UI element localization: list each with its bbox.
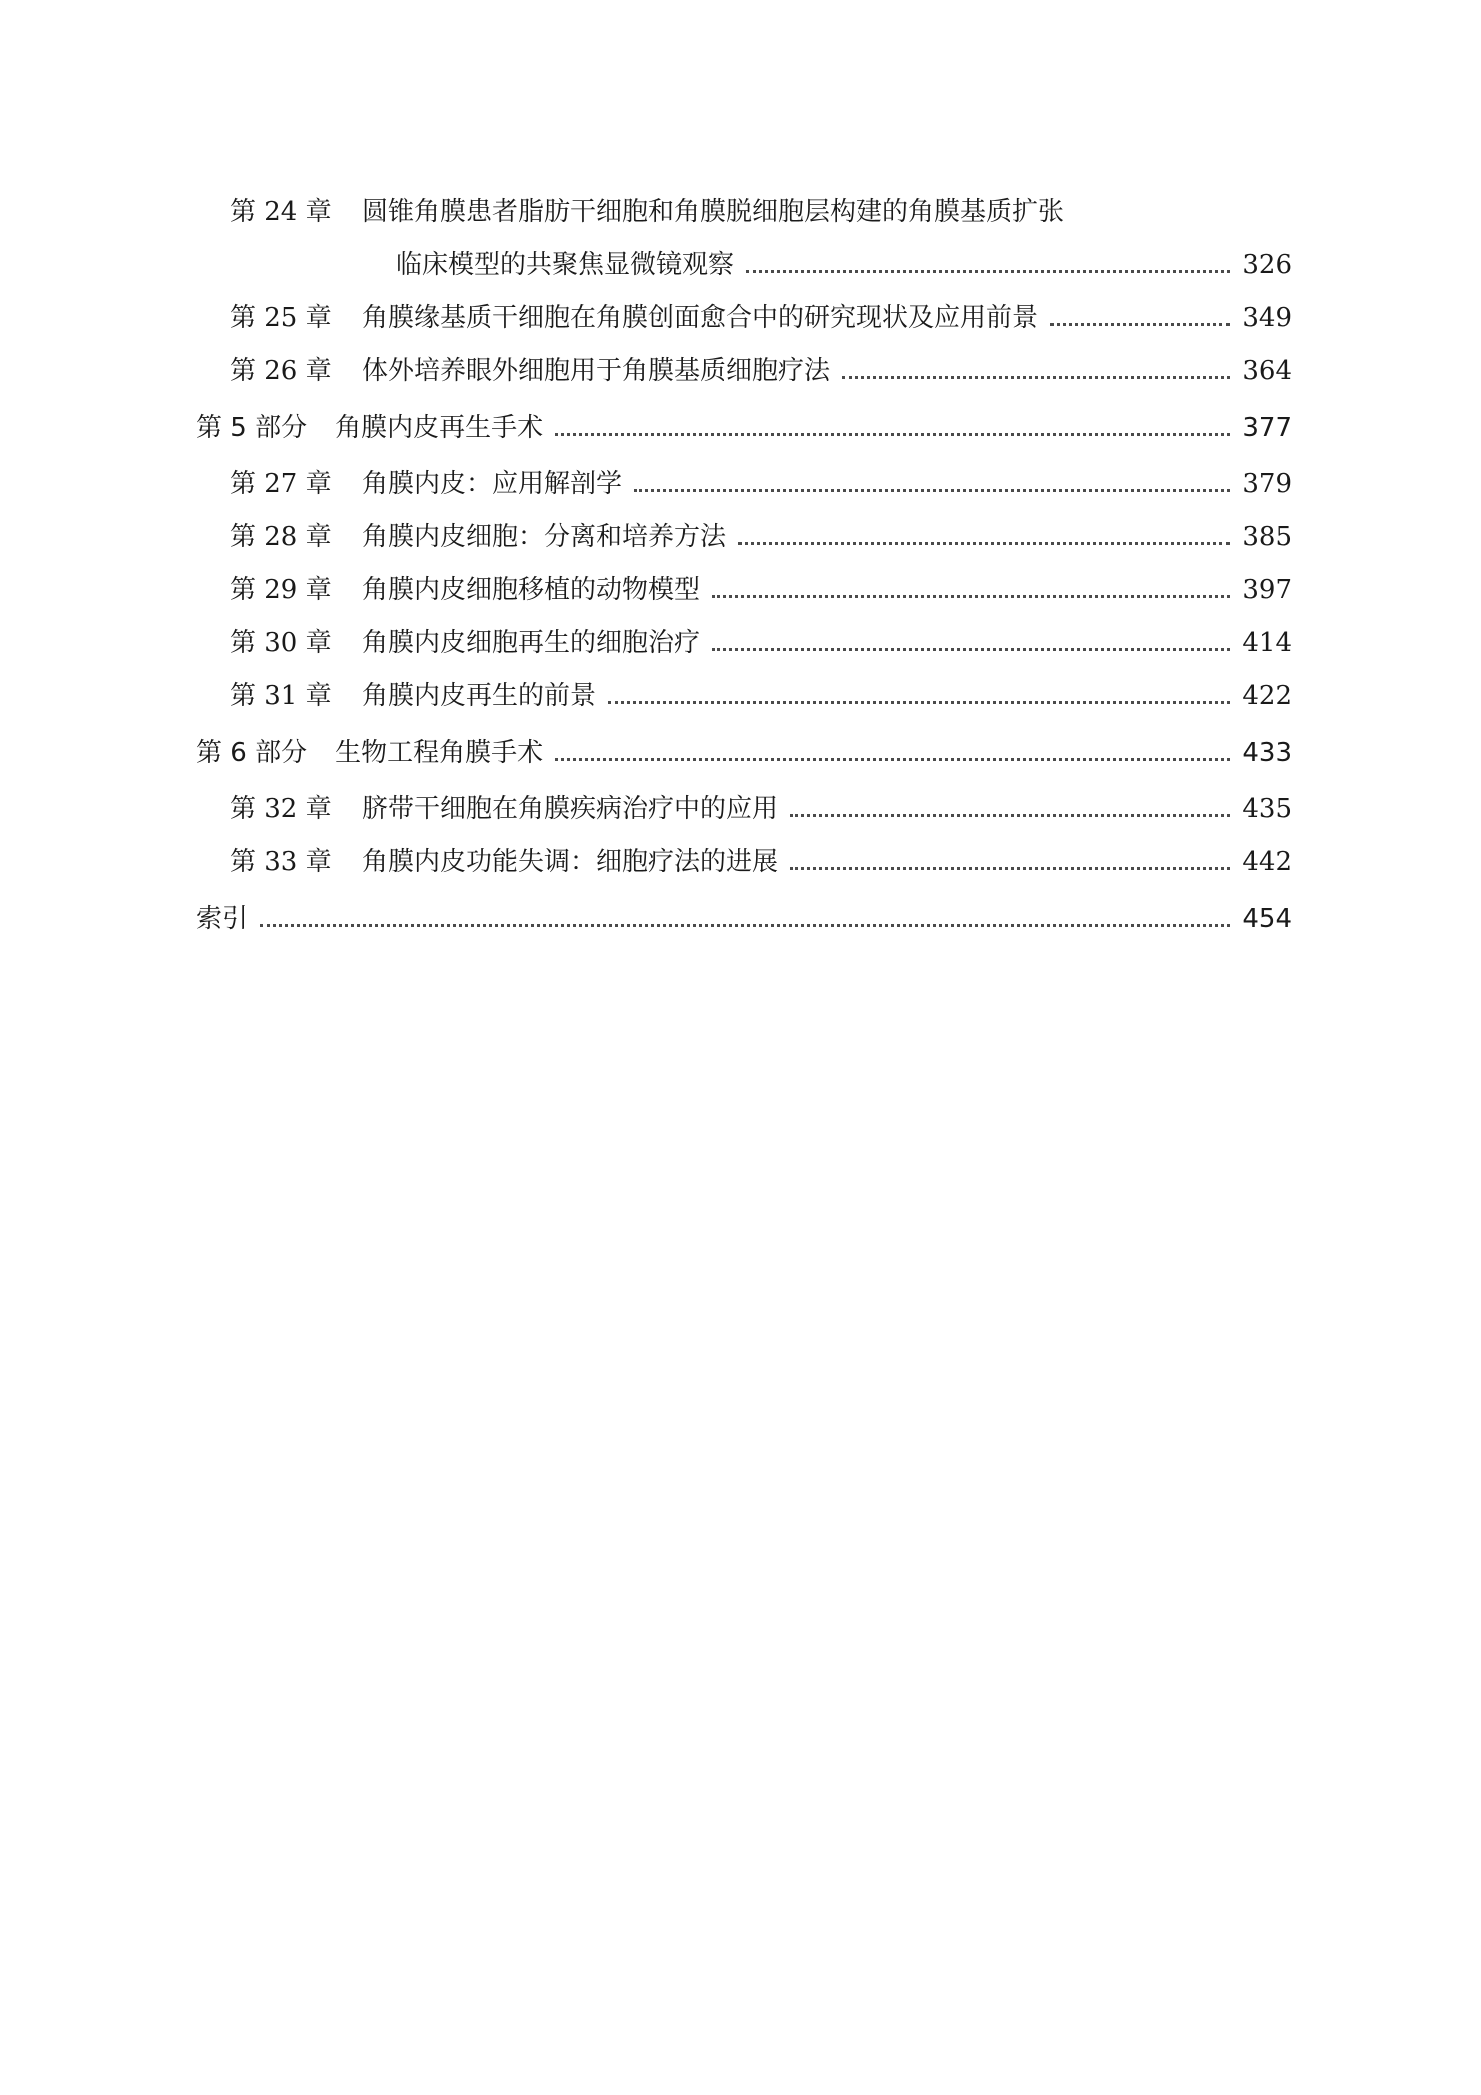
part-label: 第 6 部分 — [196, 738, 308, 768]
dot-leader — [1050, 323, 1230, 326]
part-title: 角膜内皮再生手术 — [335, 413, 544, 443]
part-label: 第 5 部分 — [196, 413, 308, 443]
chapter-title: 脐带干细胞在角膜疾病治疗中的应用 — [362, 794, 779, 824]
dot-leader — [842, 376, 1230, 379]
chapter-title: 角膜内皮细胞：分离和培养方法 — [362, 522, 727, 552]
chapter-label: 第 25 章 — [230, 303, 332, 333]
chapter-title: 角膜内皮细胞再生的细胞治疗 — [362, 628, 701, 658]
chapter-label: 第 24 章 — [230, 197, 332, 227]
toc-entry-chapter-29 — [196, 564, 1292, 617]
chapter-label: 第 30 章 — [230, 628, 332, 658]
dot-leader — [712, 648, 1230, 651]
chapter-label: 第 33 章 — [230, 847, 332, 877]
toc-entry-chapter-32 — [196, 783, 1292, 836]
page-number: 377 — [1242, 413, 1292, 443]
page-number: 442 — [1242, 847, 1292, 877]
toc-entry-part-6 — [196, 723, 1292, 783]
chapter-title: 角膜内皮再生的前景 — [362, 681, 597, 711]
page-number: 414 — [1242, 628, 1292, 658]
page-number: 364 — [1242, 356, 1292, 386]
page-number: 422 — [1242, 681, 1292, 711]
toc-entry-index — [196, 889, 1292, 949]
page-number: 435 — [1242, 794, 1292, 824]
chapter-title-continued: 临床模型的共聚焦显微镜观察 — [396, 250, 735, 280]
page-number: 326 — [1242, 250, 1292, 280]
chapter-label: 第 29 章 — [230, 575, 332, 605]
chapter-label: 第 27 章 — [230, 469, 332, 499]
dot-leader — [790, 867, 1230, 870]
dot-leader — [555, 433, 1230, 436]
toc-entry-chapter-25 — [196, 292, 1292, 345]
dot-leader — [746, 270, 1230, 273]
page-number: 349 — [1242, 303, 1292, 333]
chapter-label: 第 26 章 — [230, 356, 332, 386]
chapter-title: 体外培养眼外细胞用于角膜基质细胞疗法 — [362, 356, 831, 386]
dot-leader — [634, 489, 1230, 492]
dot-leader — [555, 758, 1230, 761]
toc-entry-chapter-31 — [196, 670, 1292, 723]
chapter-label: 第 28 章 — [230, 522, 332, 552]
page-number: 379 — [1242, 469, 1292, 499]
toc-entry-chapter-28 — [196, 511, 1292, 564]
chapter-label: 第 31 章 — [230, 681, 332, 711]
chapter-title: 角膜内皮：应用解剖学 — [362, 469, 623, 499]
page-number: 385 — [1242, 522, 1292, 552]
dot-leader — [790, 814, 1230, 817]
toc-entry-chapter-26 — [196, 345, 1292, 398]
part-title: 生物工程角膜手术 — [335, 738, 544, 768]
dot-leader — [712, 595, 1230, 598]
chapter-label: 第 32 章 — [230, 794, 332, 824]
index-title: 索引 — [196, 904, 249, 934]
dot-leader — [260, 924, 1230, 927]
toc-entry-chapter-30 — [196, 617, 1292, 670]
page-number: 433 — [1242, 738, 1292, 768]
page-number: 454 — [1242, 904, 1292, 934]
table-of-contents — [196, 186, 1292, 949]
toc-entry-chapter-33 — [196, 836, 1292, 889]
toc-entry-part-5 — [196, 398, 1292, 458]
toc-entry-chapter-24 — [196, 186, 1292, 239]
toc-entry-chapter-24-continued — [196, 239, 1292, 292]
page-number: 397 — [1242, 575, 1292, 605]
toc-entry-chapter-27 — [196, 458, 1292, 511]
chapter-title: 角膜缘基质干细胞在角膜创面愈合中的研究现状及应用前景 — [362, 303, 1039, 333]
chapter-title: 角膜内皮功能失调：细胞疗法的进展 — [362, 847, 779, 877]
dot-leader — [738, 542, 1230, 545]
dot-leader — [608, 701, 1230, 704]
chapter-title: 圆锥角膜患者脂肪干细胞和角膜脱细胞层构建的角膜基质扩张 — [362, 197, 1065, 227]
chapter-title: 角膜内皮细胞移植的动物模型 — [362, 575, 701, 605]
